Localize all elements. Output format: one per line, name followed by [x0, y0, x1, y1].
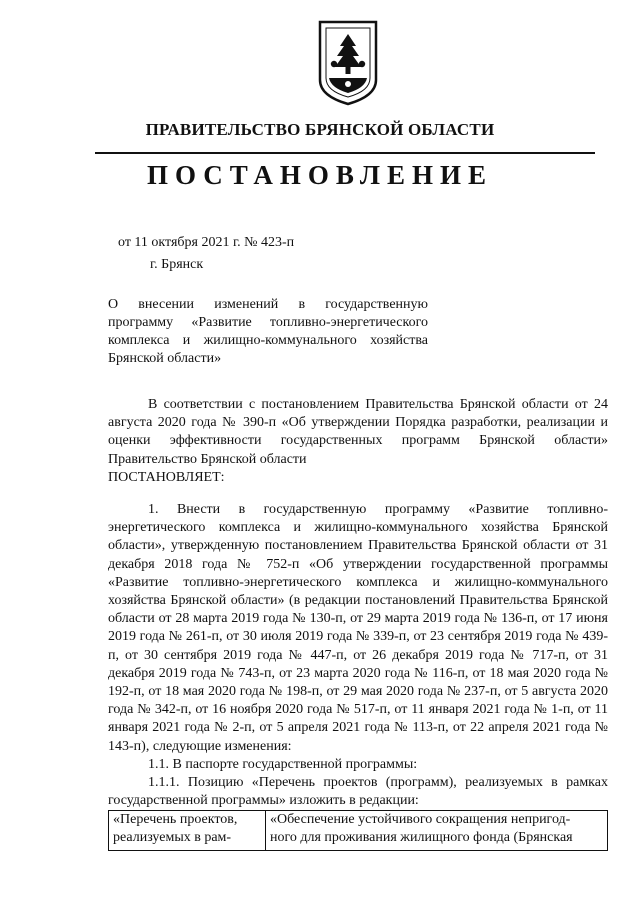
organization-title: ПРАВИТЕЛЬСТВО БРЯНСКОЙ ОБЛАСТИ — [145, 120, 495, 139]
table-row — [109, 811, 608, 851]
table-cell-line: «Перечень проектов, — [113, 812, 238, 827]
table-cell-line: ного для проживания жилищного фонда (Брянская — [270, 830, 573, 845]
document-type-title: ПОСТАНОВЛЕНИЕ — [146, 160, 494, 190]
preamble-paragraph: В соответствии с постановлением Правительства Брянской области от 24 августа 2020 года № 390-п «Об утверждении Порядка разработки, реализации и оценки эффективности государственных программ Брянской области» Правительство Брянской области — [108, 397, 608, 467]
coat-of-arms-icon — [318, 20, 378, 106]
table-cell-content — [266, 811, 608, 851]
document-subject: О внесении изменений в государственную программу «Развитие топливно-энергетического комплекса и жилищно-коммунального хозяйства Брянской области» — [108, 297, 428, 366]
item-1-1-1-paragraph: 1.1.1. Позицию «Перечень проектов (программ), реализуемых в рамках государственной программы» изложить в редакции: — [108, 775, 608, 809]
decree-word: ПОСТАНОВЛЯЕТ: — [108, 469, 225, 485]
table-cell-line: реализуемых в рам- — [113, 830, 232, 845]
program-passport-table — [108, 810, 608, 851]
table-cell-line: «Обеспечение устойчивого сокращения непригод- — [270, 812, 571, 827]
item-1-paragraph: 1. Внести в государственную программу «Развитие топливно-энергетического комплекса и жилищно-коммунального хозяйства Брянской области», утвержденную постановлением Правительства Брянской области от 31 декабря 2018 года № 752-п «Об утверждении государственной программы «Развитие топливно-энергетического комплекса и жилищно-коммунального хозяйства Брянской области» (в редакции постановлений Правительства Брянской области от 28 марта 2019 года № 130-п, от 29 марта 2019 года № 136-п, от 17 июня 2019 года № 261-п, от 30 июля 2019 года № 339-п, от 23 сентября 2019 года № 439-п, от 30 сентября 2019 года № 447-п, от 26 декабря 2019 года № 717-п, от 31 декабря 2019 года № 743-п, от 23 марта 2020 года № 116-п, от 18 мая 2020 года № 192-п, от 18 мая 2020 года № 198-п, от 29 мая 2020 года № 237-п, от 5 августа 2020 года № 342-п, от 16 ноября 2020 года № 517-п, от 11 января 2021 года № 1-п, от 11 января 2021 года № 2-п, от 5 апреля 2021 года № 113-п, от 22 апреля 2021 года № 143-п), следующие изменения: — [108, 502, 608, 754]
document-body — [108, 396, 608, 810]
header-divider — [95, 152, 595, 154]
item-1-1-paragraph: 1.1. В паспорте государственной программы: — [148, 756, 418, 772]
document-city: г. Брянск — [150, 257, 204, 272]
table-cell-position — [109, 811, 266, 851]
document-date-number: от 11 октября 2021 г. № 423-п — [118, 235, 295, 250]
